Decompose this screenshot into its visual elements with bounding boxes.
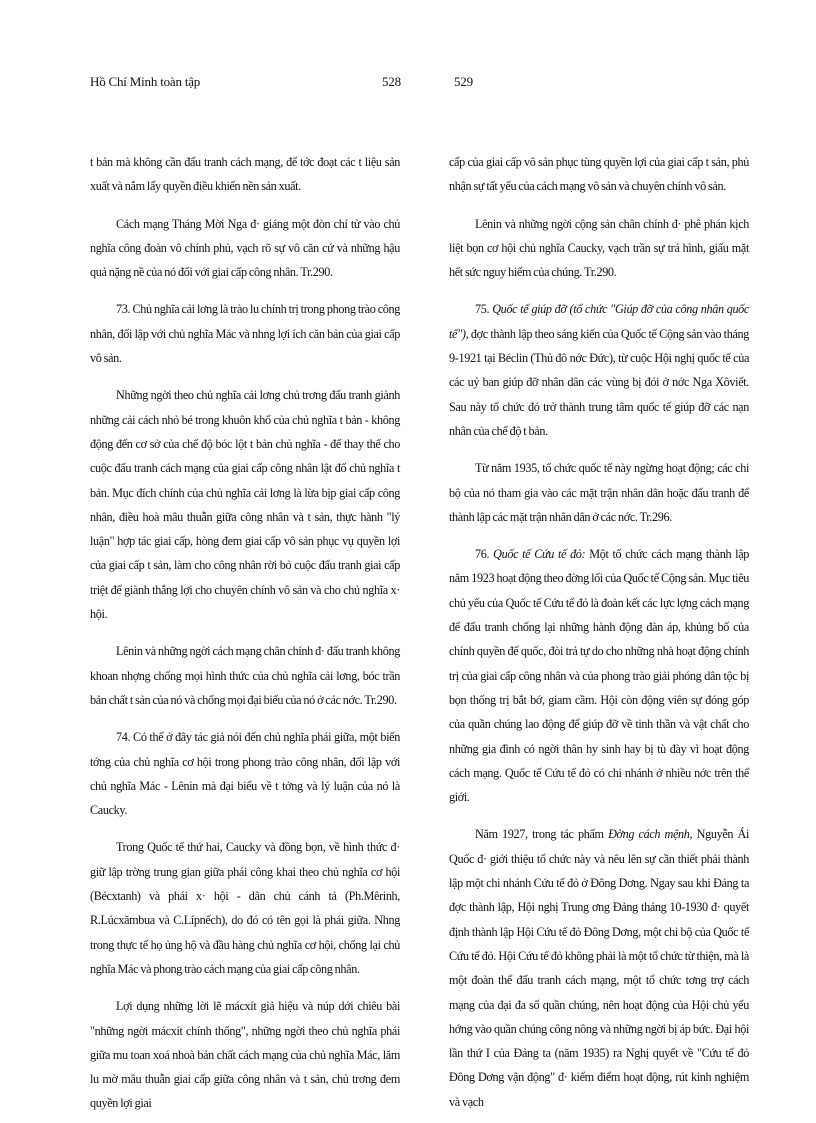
paragraph-lead: Năm 1927, trong tác phẩm [475, 827, 609, 842]
paragraph: cấp của giai cấp vô sản phục tùng quyền lợi của giai cấp t sản, phủ nhận sự tất yếu của cách mạng vô sản và chuyên chính vô sản. [449, 155, 749, 194]
paragraph: Từ năm 1935, tổ chức quốc tế này ngừng hoạt động; các chi bộ của nó tham gia vào các mặt trận nhân dân hoặc đấu tranh để thành lập các mặt trận nhân dân ở các nớc. Tr.296. [449, 461, 749, 524]
paragraph: t bản mà không cần đấu tranh cách mạng, để tớc đoạt các t liệu sản xuất và nắm lấy quyền điều khiển nền sản xuất. [90, 155, 400, 194]
note-body: , đợc thành lập theo sáng kiến của Quốc tế Cộng sản vào tháng 9-1921 tại Béclin (Thủ đô nớc Đức), từ cuộc Hội nghị quốc tế của các uỷ ban giúp đỡ nhân dân các vùng bị đói ở nớc Nga Xôviết. Sau này tổ chức đó trở thành trung tâm quốc tế giúp đỡ các nạn nhân của chế độ t bản. [449, 326, 749, 438]
note-body: Một tổ chức cách mạng thành lập năm 1923 hoạt động theo đờng lối của Quốc tế Cộng sản. Mục tiêu chủ yếu của Quốc tế Cứu tế đỏ là đoàn kết các lực lợng cách mạng để đấu tranh chống lại những hành động đàn áp, khủng bố của chính quyền đế quốc, đòi trả tự do cho những nhà hoạt động chính trị của giai cấp công nhân và của phong trào giải phóng dân tộc bị bọn thống trị bắt bớ, giam cầm. Hội còn động viên sự đóng góp của quần chúng lao động để giúp đỡ về tinh thần và vật chất cho những gia đình có ngời thân hy sinh hay bị tù đày vì hoạt động cách mạng. Quốc tế Cứu tế đỏ có chi nhánh ở nhiều nớc trên thế giới. [449, 547, 749, 805]
note-number: 76. [475, 547, 490, 562]
book-title: Hồ Chí Minh toàn tập [90, 74, 201, 89]
paragraph: Những ngời theo chủ nghĩa cải lơng chủ trơng đấu tranh giành những cải cách nhỏ bé trong khuôn khổ của chủ nghĩa t bản - không động đến cơ sở của chế độ bóc lột t bản chủ nghĩa - để thay thế cho cuộc đấu tranh cách mạng của giai cấp công nhân lật đổ chủ nghĩa t bản. Mục đích chính của chủ nghĩa cải lơng là lừa bịp giai cấp công nhân, điều hoà mâu thuẫn giữa công nhân và t sản, thực hành "lý luận" hợp tác giai cấp, hòng đem giai cấp vô sản phục vụ quyền lợi của giai cấp t sản, làm cho công nhân rời bỏ cuộc đấu tranh giai cấp triệt để giành thắng lợi cho chuyên chính vô sản và cho chủ nghĩa x· hội. [90, 388, 400, 622]
note-74: 74. Có thể ở đây tác giả nói đến chủ nghĩa phái giữa, một biến tớng của chủ nghĩa cơ hội trong phong trào công nhân, đối lập với chủ nghĩa Mác - Lênin mà đại biểu về t tởng và lý luận của nó là Caucky. [90, 730, 400, 818]
paragraph: Cách mạng Tháng Mời Nga đ· giáng một đòn chí tử vào chủ nghĩa công đoàn vô chính phủ, vạch rõ sự vô căn cứ và những hậu quả nặng nề của nó đối với giai cấp công nhân. Tr.290. [90, 216, 400, 280]
note-75 [449, 297, 749, 443]
note-73: 73. Chủ nghĩa cải lơng là trào lu chính trị trong phong trào công nhân, đối lập với chủ nghĩa Mác và nhng lợi ích căn bản của giai cấp vô sản. [90, 302, 400, 366]
left-page-number: 528 [382, 74, 401, 89]
right-page-number: 529 [454, 74, 473, 89]
running-header [90, 74, 730, 98]
paragraph: Lênin và những ngời cách mạng chân chính đ· đấu tranh không khoan nhợng chống mọi hình thức của chủ nghĩa cải lơng, bóc trần bản chất t sản của nó và chống mọi đại biểu của nó ở các nớc. Tr.290. [90, 644, 400, 707]
paragraph: Lênin và những ngời cộng sản chân chính đ· phê phán kịch liệt bọn cơ hội chủ nghĩa Caucky, vạch trần sự trá hình, giấu mặt hết sức nguy hiểm của chúng. Tr.290. [449, 216, 749, 280]
left-column [90, 150, 400, 1116]
note-heading: Quốc tế Cứu tế đỏ: [493, 547, 586, 562]
note-heading: Quốc tế giúp đỡ (tổ chức "Giúp đỡ của công nhân quốc tế") [449, 302, 749, 341]
paragraph: Trong Quốc tế thứ hai, Caucky và đồng bọn, về hình thức đ· giữ lập trờng trung gian giữa phái công khai theo chủ nghĩa cơ hội (Bécxtanh) và phái x· hội - dân chủ cánh tả (Ph.Mêrinh, R.Lúcxămbua và C.Lípnếch), do đó có tên gọi là phái giữa. Nhng trong thực tế họ ủng hộ và đầu hàng chủ nghĩa cơ hội, chống lại chủ nghĩa Mác và phong trào cách mạng của giai cấp công nhân. [90, 840, 400, 976]
note-number: 75. [475, 302, 490, 317]
book-reference: Đờng cách mệnh [608, 827, 690, 842]
paragraph: Lợi dụng những lời lẽ mácxít giả hiệu và núp dới chiêu bài "những ngời mácxít chính thống", những ngời theo chủ nghĩa phái giữa mu toan xoá nhoà bản chất cách mạng của chủ nghĩa Mác, lăm lu mờ mâu thuẫn giai cấp giữa công nhân và t sản, chủ trơng đem quyền lợi giai [90, 999, 400, 1111]
right-column [449, 150, 749, 1114]
note-76 [449, 542, 749, 809]
paragraph [449, 822, 749, 1114]
paragraph-body: , Nguyễn Ái Quốc đ· giới thiệu tổ chức này và nêu lên sự cần thiết phải thành lập một chi nhánh Cứu tế đỏ ở Đông Dơng. Ngay sau khi Đảng ta đợc thành lập, Hội nghị Trung ơng Đảng tháng 10-1930 đ· quyết định thành lập Hội Cứu tế đỏ Đông Dơng, một chi bộ của Quốc tế Cứu tế đỏ. Hội Cứu tế đỏ không phải là một tổ chức từ thiện, mà là một đoàn thể đấu tranh cách mạng, một tổ chức tơng trợ cách mạng của đại đa số quần chúng, nên hoạt động của Hội chủ yếu hớng vào quần chúng công nông và những ngời bị áp bức. Đại hội lần thứ I của Đảng ta (năm 1935) ra Nghị quyết về "Cứu tế đỏ Đông Dơng vận động" đ· kiểm điểm hoạt động, rút kinh nghiệm và vạch [449, 827, 749, 1109]
